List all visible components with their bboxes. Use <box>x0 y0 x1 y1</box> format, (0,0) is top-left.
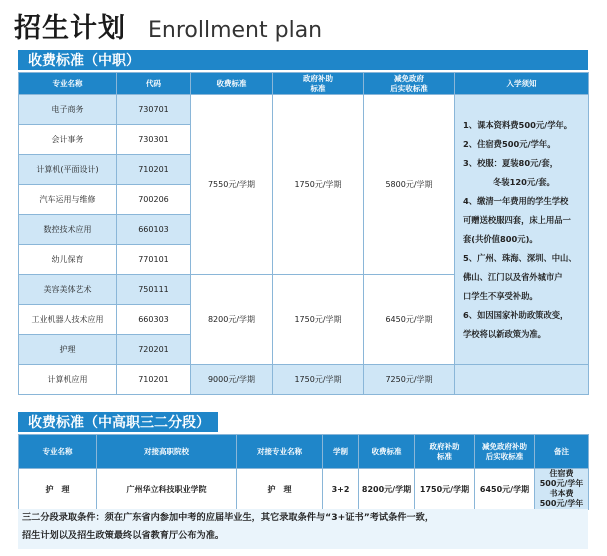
note-line: 5、广州、珠海、深圳、中山、 <box>463 252 577 263</box>
table-row-code: 660303 <box>117 305 191 335</box>
table-row-code: 710201 <box>117 365 191 395</box>
group3-fee: 9000元/学期 <box>191 365 273 395</box>
col-header-subsidy: 政府补助 标准 <box>415 435 475 469</box>
table-row-major: 数控技术应用 <box>19 215 117 245</box>
table-row-code: 730301 <box>117 125 191 155</box>
note-line: 可赠送校服四套，床上用品一 <box>463 214 571 225</box>
table-row-major: 美容美体艺术 <box>19 275 117 305</box>
col-header-major: 专业名称 <box>19 435 97 469</box>
page-title-en: Enrollment plan <box>148 18 323 43</box>
group1-fee: 7550元/学期 <box>191 95 273 275</box>
col-header-actual: 减免政府补助 后实收标准 <box>475 435 535 469</box>
col-header-years: 学制 <box>323 435 359 469</box>
note-line: 口学生不享受补助。 <box>463 290 538 301</box>
table-row-code: 710201 <box>117 155 191 185</box>
section1-title: 收费标准（中职） <box>18 50 588 70</box>
row-remark: 住宿费 500元/学年 书本费 500元/学年 <box>535 469 589 510</box>
note-line: 套(共价值800元)。 <box>463 233 538 244</box>
note-line: 4、缴清一年费用的学生学校 <box>463 195 569 206</box>
col-header-remark: 备注 <box>535 435 589 469</box>
note-line: 3、校服：夏装80元/套， <box>463 157 559 168</box>
col-header-code: 代码 <box>117 73 191 95</box>
conditions-line-2: 招生计划以及招生政策最终以省教育厅公布为准。 <box>22 530 225 541</box>
note-line: 佛山、江门以及省外城市户 <box>463 271 563 282</box>
table-row-code: 730701 <box>117 95 191 125</box>
notes-filler <box>455 365 589 395</box>
row-fee: 8200元/学期 <box>359 469 415 510</box>
page-header <box>14 6 322 42</box>
tuition-table-vocational <box>18 72 589 395</box>
table-row-code: 750111 <box>117 275 191 305</box>
col-header-notes: 入学须知 <box>455 73 589 95</box>
col-header-fee: 收费标准 <box>191 73 273 95</box>
row-years: 3+2 <box>323 469 359 510</box>
group2-actual: 6450元/学期 <box>364 275 455 365</box>
col-header-school: 对接高职院校 <box>97 435 237 469</box>
tuition-table-3plus2 <box>18 434 589 510</box>
table-row-major: 汽车运用与维修 <box>19 185 117 215</box>
col-header-actual: 减免政府 后实收标准 <box>364 73 455 95</box>
group2-fee: 8200元/学期 <box>191 275 273 365</box>
row-target-major: 护 理 <box>237 469 323 510</box>
note-line: 冬装120元/套。 <box>493 176 555 187</box>
group2-subsidy: 1750元/学期 <box>273 275 364 365</box>
group1-actual: 5800元/学期 <box>364 95 455 275</box>
table-row-code: 660103 <box>117 215 191 245</box>
table-row-major: 计算机(平面设计) <box>19 155 117 185</box>
note-line: 学校将以新政策为准。 <box>463 328 546 339</box>
col-header-target-major: 对接专业名称 <box>237 435 323 469</box>
col-header-major: 专业名称 <box>19 73 117 95</box>
group1-subsidy: 1750元/学期 <box>273 95 364 275</box>
row-subsidy: 1750元/学期 <box>415 469 475 510</box>
table-row-major: 护理 <box>19 335 117 365</box>
group3-actual: 7250元/学期 <box>364 365 455 395</box>
row-school: 广州华立科技职业学院 <box>97 469 237 510</box>
col-header-subsidy: 政府补助 标准 <box>273 73 364 95</box>
admission-conditions <box>18 509 588 549</box>
note-line: 6、如因国家补助政策改变， <box>463 309 569 320</box>
table-row-code: 700206 <box>117 185 191 215</box>
admission-notes <box>455 95 589 365</box>
conditions-line-1: 三二分段录取条件：须在广东省内参加中考的应届毕业生，其它录取条件与“3+证书”考试条件一致， <box>22 512 435 523</box>
table-row-major: 会计事务 <box>19 125 117 155</box>
table-row-major: 电子商务 <box>19 95 117 125</box>
page-title-cn: 招生计划 <box>14 13 126 44</box>
group3-subsidy: 1750元/学期 <box>273 365 364 395</box>
col-header-fee: 收费标准 <box>359 435 415 469</box>
table-row-major: 幼儿保育 <box>19 245 117 275</box>
section2-title: 收费标准（中高职三二分段） <box>18 412 218 432</box>
note-line: 1、课本资料费500元/学年。 <box>463 119 573 130</box>
note-line: 2、住宿费500元/学年。 <box>463 138 556 149</box>
table-row-code: 770101 <box>117 245 191 275</box>
table-row-code: 720201 <box>117 335 191 365</box>
row-actual: 6450元/学期 <box>475 469 535 510</box>
row-major: 护 理 <box>19 469 97 510</box>
table-row-major: 计算机应用 <box>19 365 117 395</box>
table-row-major: 工业机器人技术应用 <box>19 305 117 335</box>
